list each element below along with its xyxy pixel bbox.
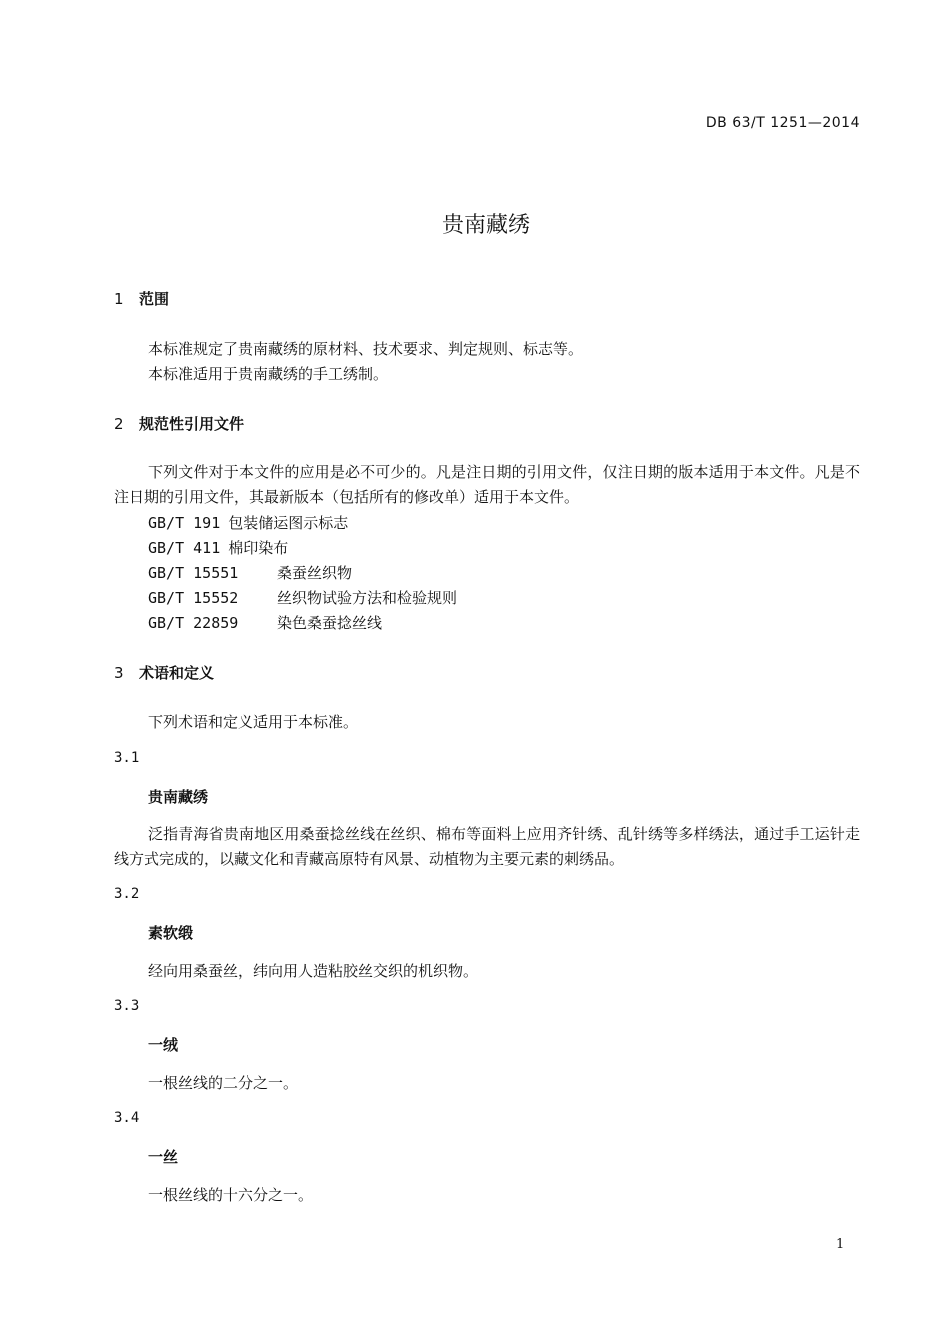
subsection-number: 3.2: [114, 886, 140, 902]
reference-code: GB/T 191: [148, 514, 221, 532]
reference-item: [148, 512, 348, 533]
term-title: 一绒: [148, 1036, 179, 1054]
reference-name: 丝织物试验方法和检验规则: [277, 589, 458, 607]
reference-name: 棉印染布: [228, 539, 289, 557]
term-definition: 泛指青海省贵南地区用桑蚕捻丝线在丝织、棉布等面料上应用齐针绣、乱针绣等多样绣法，通过手工运针走线方式完成的，以藏文化和青藏高原特有风景、动植物为主要元素的刺绣品。: [114, 825, 860, 868]
paragraph: 下列文件对于本文件的应用是必不可少的。凡是注日期的引用文件，仅注日期的版本适用于本文件。凡是不注日期的引用文件，其最新版本（包括所有的修改单）适用于本文件。: [114, 463, 860, 506]
reference-code: GB/T 411: [148, 539, 221, 557]
section-number: 3: [114, 664, 124, 682]
reference-item: [148, 562, 352, 583]
subsection-number: 3.1: [114, 750, 140, 766]
term-title: 贵南藏绣: [148, 788, 209, 806]
section-number: 2: [114, 415, 124, 433]
reference-name: 染色桑蚕捻丝线: [277, 614, 383, 632]
document-code: DB 63/T 1251—2014: [705, 115, 860, 131]
reference-code: GB/T 22859: [148, 614, 239, 632]
term-definition: 一根丝线的十六分之一。: [148, 1186, 314, 1204]
page-number: 1: [836, 1237, 845, 1252]
term-definition: 经向用桑蚕丝，纬向用人造粘胶丝交织的机织物。: [148, 962, 479, 980]
term-definition: 一根丝线的二分之一。: [148, 1074, 299, 1092]
reference-name: 桑蚕丝织物: [277, 564, 353, 582]
subsection-number: 3.3: [114, 998, 140, 1014]
reference-item: [148, 537, 288, 558]
reference-name: 包装储运图示标志: [228, 514, 349, 532]
section-title: 范围: [139, 290, 170, 308]
reference-item: [148, 612, 382, 633]
section-number: 1: [114, 290, 124, 308]
term-title: 一丝: [148, 1148, 179, 1166]
section-title: 规范性引用文件: [139, 415, 245, 433]
reference-code: GB/T 15551: [148, 564, 239, 582]
reference-item: [148, 587, 457, 608]
paragraph: 本标准规定了贵南藏绣的原材料、技术要求、判定规则、标志等。: [148, 340, 584, 358]
paragraph: 下列术语和定义适用于本标准。: [148, 713, 359, 731]
section-title: 术语和定义: [139, 664, 215, 682]
term-title: 素软缎: [148, 924, 194, 942]
section-3-heading: [114, 662, 214, 683]
paragraph: 本标准适用于贵南藏绣的手工绣制。: [148, 365, 389, 383]
reference-code: GB/T 15552: [148, 589, 239, 607]
subsection-number: 3.4: [114, 1110, 140, 1126]
section-1-heading: [114, 288, 169, 309]
section-2-heading: [114, 413, 244, 434]
document-title: 贵南藏绣: [441, 213, 530, 238]
